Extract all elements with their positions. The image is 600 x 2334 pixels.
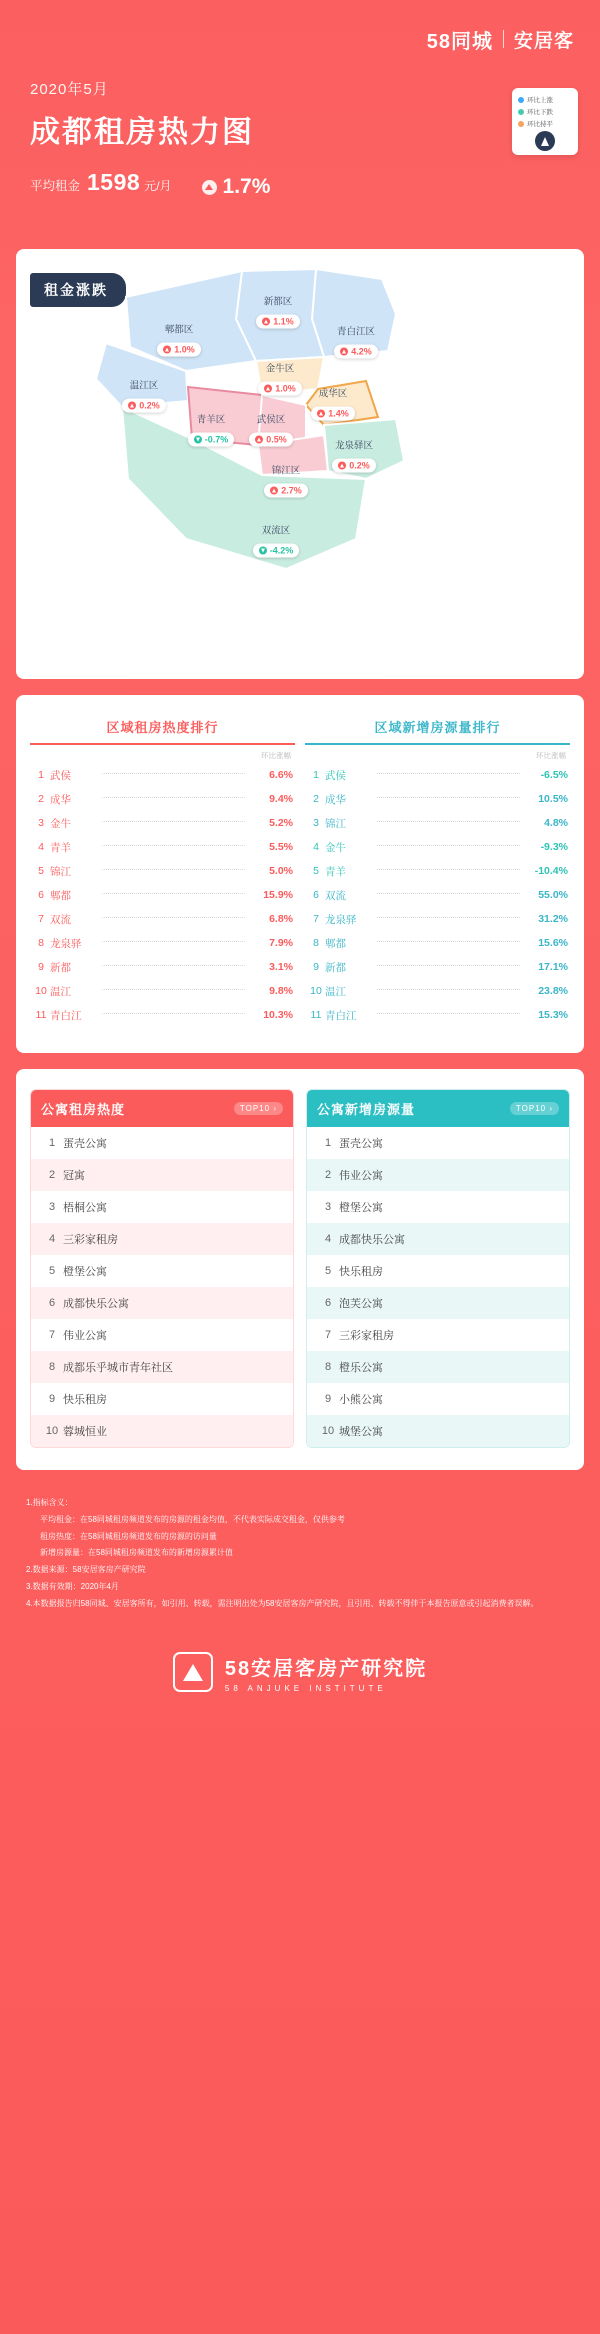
rank-dots xyxy=(377,989,520,990)
rank-region: 新都 xyxy=(50,961,71,974)
map-pin-name: 武侯区 xyxy=(256,414,286,426)
rank-dots xyxy=(102,845,245,846)
rank-dots xyxy=(377,965,520,966)
brand-anjuke-label: 安居客 xyxy=(513,30,574,52)
table-row xyxy=(305,931,570,955)
list-item xyxy=(307,1383,569,1415)
rank-value: 9.8% xyxy=(269,985,293,997)
list-item-name: 小熊公寓 xyxy=(339,1394,383,1406)
footnotes xyxy=(0,1486,600,1612)
rank-dots xyxy=(377,773,520,774)
list-item-name: 三彩家租房 xyxy=(63,1234,118,1246)
rank-dots xyxy=(102,941,245,942)
avg-rent-unit: 元/月 xyxy=(144,179,172,193)
rank-number: 6 xyxy=(38,889,44,901)
list-item xyxy=(307,1415,569,1447)
rank-value: 23.8% xyxy=(538,985,568,997)
rank-region: 郫都 xyxy=(325,937,346,950)
rank-region: 龙泉驿 xyxy=(50,937,82,950)
rank-region: 锦江 xyxy=(325,817,346,830)
rank-number: 2 xyxy=(38,793,44,805)
rank-value: 15.9% xyxy=(263,889,293,901)
table-row xyxy=(30,835,295,859)
map-pin-value: 0.2% xyxy=(332,459,376,473)
list-item xyxy=(307,1255,569,1287)
list-item-rank: 8 xyxy=(48,1361,56,1373)
rank-value: 7.9% xyxy=(269,937,293,949)
list-item xyxy=(31,1223,293,1255)
map-pin-value: 1.4% xyxy=(311,407,355,421)
list-item xyxy=(307,1127,569,1159)
list-item xyxy=(31,1159,293,1191)
list-item-rank: 1 xyxy=(48,1137,56,1149)
table-row xyxy=(30,811,295,835)
legend-up-dot-icon xyxy=(518,97,524,103)
map-pin xyxy=(254,463,318,498)
rank-value: 15.3% xyxy=(538,1009,568,1021)
list-item-name: 快乐租房 xyxy=(63,1394,107,1406)
map-pin-value: 1.0% xyxy=(258,382,302,396)
arrow-up-icon xyxy=(270,487,278,495)
rank-dots xyxy=(102,893,245,894)
rank-value: -6.5% xyxy=(540,769,568,781)
rank-value: 4.8% xyxy=(544,817,568,829)
rank-value: 15.6% xyxy=(538,937,568,949)
footer-logo xyxy=(0,1652,600,1723)
rank-dots xyxy=(377,917,520,918)
table-row xyxy=(305,763,570,787)
table-row xyxy=(305,907,570,931)
list-item-rank: 8 xyxy=(324,1361,332,1373)
rank-number: 3 xyxy=(38,817,44,829)
footer-line1: 58安居客房产研究院 xyxy=(224,1657,428,1680)
brand-bar xyxy=(0,0,600,78)
table-row xyxy=(30,907,295,931)
map-pin-value: 4.2% xyxy=(334,345,378,359)
rank-dots xyxy=(377,893,520,894)
legend-item-down xyxy=(518,107,572,116)
table-row xyxy=(30,883,295,907)
rank-value: 31.2% xyxy=(538,913,568,925)
rank-number: 5 xyxy=(38,865,44,877)
brand-logos xyxy=(427,25,574,54)
arrow-up-icon xyxy=(264,385,272,393)
rank-value: 55.0% xyxy=(538,889,568,901)
apartment-supply-col xyxy=(306,1089,570,1448)
apartment-heat-header xyxy=(31,1090,293,1127)
list-item-name: 伟业公寓 xyxy=(339,1170,383,1182)
rank-col-supply xyxy=(305,717,570,1027)
rank-number: 9 xyxy=(313,961,319,973)
rank-value: 6.6% xyxy=(269,769,293,781)
map-card xyxy=(16,249,584,679)
list-item-name: 伟业公寓 xyxy=(63,1330,107,1342)
map-pin-value: 2.7% xyxy=(264,484,308,498)
rank-value: 5.2% xyxy=(269,817,293,829)
rank-value: -9.3% xyxy=(540,841,568,853)
legend-flat-label: 环比持平 xyxy=(527,121,553,128)
map-pin xyxy=(246,294,310,329)
list-item xyxy=(31,1191,293,1223)
list-item-name: 成都快乐公寓 xyxy=(339,1234,405,1246)
arrow-up-icon xyxy=(317,410,325,418)
table-row xyxy=(305,811,570,835)
list-item-name: 成都乐乎城市青年社区 xyxy=(63,1362,173,1374)
map-pin-value: -0.7% xyxy=(188,433,235,447)
arrow-up-icon xyxy=(128,402,136,410)
avg-rent-value: 1598 xyxy=(87,169,141,195)
rank-heat-title: 区域租房热度排行 xyxy=(30,717,295,745)
rank-number: 5 xyxy=(313,865,319,877)
list-item-rank: 4 xyxy=(324,1233,332,1245)
rank-number: 7 xyxy=(38,913,44,925)
rank-number: 8 xyxy=(313,937,319,949)
rank-dots xyxy=(377,1013,520,1014)
rank-number: 4 xyxy=(313,841,319,853)
list-item-rank: 2 xyxy=(48,1169,56,1181)
list-item-name: 橙乐公寓 xyxy=(339,1362,383,1374)
rank-region: 武侯 xyxy=(325,769,346,782)
list-item-rank: 10 xyxy=(321,1425,335,1437)
list-item-rank: 6 xyxy=(324,1297,332,1309)
rank-number: 7 xyxy=(313,913,319,925)
rank-value: 6.8% xyxy=(269,913,293,925)
list-item xyxy=(307,1223,569,1255)
rank-region: 温江 xyxy=(325,985,346,998)
rank-dots xyxy=(102,917,245,918)
footnote-line: 4.本数据报告归58同城、安居客所有，如引用、转载，需注明出处为58安居客房产研究院，且引用、转载不得伴于本报告原意或引起消费者误解。 xyxy=(26,1598,539,1608)
report-date: 2020年5月 xyxy=(30,81,109,98)
rank-supply-sub: 环比涨幅 xyxy=(536,751,566,760)
rank-dots xyxy=(377,941,520,942)
list-item-rank: 7 xyxy=(324,1329,332,1341)
rank-dots xyxy=(377,821,520,822)
apartment-supply-title: 公寓新增房源量 xyxy=(317,1102,416,1117)
map-pin xyxy=(322,438,386,473)
list-item-rank: 9 xyxy=(48,1393,56,1405)
title-block xyxy=(0,78,600,199)
rank-heat-sub: 环比涨幅 xyxy=(261,751,291,760)
arrow-up-icon xyxy=(163,346,171,354)
arrow-up-icon xyxy=(338,462,346,470)
list-item-name: 橙堡公寓 xyxy=(63,1266,107,1278)
rank-value: 10.3% xyxy=(263,1009,293,1021)
avg-rent-label: 平均租金 xyxy=(30,179,81,193)
map-pin-name: 锦江区 xyxy=(271,465,301,477)
arrow-up-icon xyxy=(255,436,263,444)
legend-down-dot-icon xyxy=(518,109,524,115)
city-map xyxy=(16,249,584,649)
rank-dots xyxy=(102,989,245,990)
rank-region: 双流 xyxy=(325,889,346,902)
rank-value: 5.5% xyxy=(269,841,293,853)
rank-number: 10 xyxy=(310,985,322,997)
list-item-rank: 2 xyxy=(324,1169,332,1181)
rank-dots xyxy=(377,797,520,798)
map-pin xyxy=(324,324,388,359)
apartment-supply-badge[interactable]: TOP10 › xyxy=(510,1102,559,1115)
map-ribbon-label: 租金涨跌 xyxy=(30,273,126,307)
table-row xyxy=(30,1003,295,1027)
region-rank-card xyxy=(16,695,584,1053)
list-item xyxy=(31,1415,293,1447)
rank-value: 3.1% xyxy=(269,961,293,973)
apartment-heat-badge[interactable]: TOP10 › xyxy=(234,1102,283,1115)
list-item-name: 冠寓 xyxy=(63,1170,85,1182)
list-item-name: 梧桐公寓 xyxy=(63,1202,107,1214)
map-legend xyxy=(512,88,578,155)
rank-number: 10 xyxy=(35,985,47,997)
footnote-line: 租房热度：在58同城租房频道发布的房源的访问量 xyxy=(40,1531,217,1541)
table-row xyxy=(30,931,295,955)
headline-stats xyxy=(30,169,600,199)
apartment-heat-col xyxy=(30,1089,294,1448)
trend-up-icon xyxy=(202,180,217,195)
compass-icon xyxy=(535,131,555,151)
arrow-down-icon xyxy=(259,547,267,555)
list-item-rank: 4 xyxy=(48,1233,56,1245)
rank-region: 双流 xyxy=(50,913,71,926)
list-item-name: 快乐租房 xyxy=(339,1266,383,1278)
list-item xyxy=(307,1191,569,1223)
map-pin-name: 金牛区 xyxy=(265,363,295,375)
rank-dots xyxy=(102,965,245,966)
list-item xyxy=(31,1319,293,1351)
table-row xyxy=(305,979,570,1003)
trend-value: 1.7% xyxy=(222,175,271,198)
map-pin-name: 青白江区 xyxy=(336,326,375,338)
legend-item-flat xyxy=(518,119,572,128)
map-pin xyxy=(112,378,176,413)
table-row xyxy=(30,787,295,811)
rank-number: 9 xyxy=(38,961,44,973)
rank-value: -10.4% xyxy=(534,865,568,877)
apartment-rank-card xyxy=(16,1069,584,1470)
rank-dots xyxy=(102,773,245,774)
map-pin-value: 1.1% xyxy=(256,315,300,329)
map-pin-name: 温江区 xyxy=(129,380,159,392)
rank-region: 龙泉驿 xyxy=(325,913,357,926)
map-pin-value: 0.5% xyxy=(249,433,293,447)
rank-number: 11 xyxy=(310,1009,322,1021)
list-item-rank: 7 xyxy=(48,1329,56,1341)
arrow-down-icon xyxy=(194,436,202,444)
list-item xyxy=(307,1351,569,1383)
table-row xyxy=(30,955,295,979)
rank-number: 4 xyxy=(38,841,44,853)
list-item xyxy=(31,1287,293,1319)
rank-number: 2 xyxy=(313,793,319,805)
table-row xyxy=(305,787,570,811)
list-item xyxy=(31,1255,293,1287)
rank-dots xyxy=(377,845,520,846)
rank-dots xyxy=(102,1013,245,1014)
rank-dots xyxy=(102,869,245,870)
rank-value: 10.5% xyxy=(538,793,568,805)
table-row xyxy=(30,763,295,787)
rank-supply-title: 区域新增房源量排行 xyxy=(305,717,570,745)
table-row xyxy=(305,1003,570,1027)
map-pin-name: 新都区 xyxy=(263,296,293,308)
list-item-rank: 5 xyxy=(48,1265,56,1277)
arrow-up-icon xyxy=(262,318,270,326)
list-item-name: 橙堡公寓 xyxy=(339,1202,383,1214)
list-item-name: 蓉城恒业 xyxy=(63,1426,107,1438)
table-row xyxy=(305,955,570,979)
apartment-supply-header xyxy=(307,1090,569,1127)
rank-region: 青羊 xyxy=(325,865,346,878)
footer-line2: 58 ANJUKE INSTITUTE xyxy=(224,1683,387,1693)
list-item-name: 成都快乐公寓 xyxy=(63,1298,129,1310)
list-item-rank: 5 xyxy=(324,1265,332,1277)
brand-58-label: 58同城 xyxy=(426,30,493,53)
rank-number: 1 xyxy=(313,769,319,781)
map-pin-value: -4.2% xyxy=(253,544,300,558)
rank-region: 青羊 xyxy=(50,841,71,854)
legend-down-label: 环比下跌 xyxy=(527,109,553,116)
list-item-rank: 6 xyxy=(48,1297,56,1309)
map-pin xyxy=(244,523,308,558)
institute-logo-icon xyxy=(173,1652,213,1692)
rank-region: 新都 xyxy=(325,961,346,974)
map-pin-name: 青羊区 xyxy=(196,414,226,426)
footnote-line: 平均租金：在58同城租房频道发布的房源的租金均值，不代表实际成交租金，仅供参考 xyxy=(40,1514,345,1524)
list-item xyxy=(31,1127,293,1159)
list-item-rank: 10 xyxy=(45,1425,59,1437)
map-pin xyxy=(179,412,243,447)
rank-dots xyxy=(102,821,245,822)
rank-region: 成华 xyxy=(325,793,346,806)
map-pin-value: 0.2% xyxy=(122,399,166,413)
map-pin xyxy=(147,322,211,357)
table-row xyxy=(30,979,295,1003)
rank-region: 武侯 xyxy=(50,769,71,782)
legend-flat-dot-icon xyxy=(518,121,524,127)
rank-region: 锦江 xyxy=(50,865,71,878)
rank-number: 6 xyxy=(313,889,319,901)
table-row xyxy=(305,883,570,907)
map-pin-name: 郫都区 xyxy=(164,324,194,336)
map-pin-name: 双流区 xyxy=(261,525,291,537)
map-pin-name: 龙泉驿区 xyxy=(334,440,373,452)
table-row xyxy=(30,859,295,883)
map-pin xyxy=(301,386,365,421)
rank-col-heat xyxy=(30,717,295,1027)
rank-value: 17.1% xyxy=(538,961,568,973)
legend-up-label: 环比上涨 xyxy=(527,97,553,104)
map-pin-name: 成华区 xyxy=(318,388,348,400)
rank-number: 11 xyxy=(35,1009,47,1021)
rank-dots xyxy=(102,797,245,798)
list-item-name: 三彩家租房 xyxy=(339,1330,394,1342)
list-item xyxy=(31,1383,293,1415)
list-item-name: 蛋壳公寓 xyxy=(339,1138,383,1150)
footnote-line: 2.数据来源：58安居客房产研究院 xyxy=(26,1565,146,1575)
rank-value: 9.4% xyxy=(269,793,293,805)
map-pin xyxy=(239,412,303,447)
list-item xyxy=(307,1159,569,1191)
list-item-rank: 1 xyxy=(324,1137,332,1149)
list-item xyxy=(307,1287,569,1319)
rank-region: 金牛 xyxy=(325,841,346,854)
list-item-name: 泡芙公寓 xyxy=(339,1298,383,1310)
arrow-up-icon xyxy=(340,348,348,356)
rank-number: 3 xyxy=(313,817,319,829)
brand-divider xyxy=(503,30,504,48)
table-row xyxy=(305,835,570,859)
footnote-line: 新增房源量：在58同城租房频道发布的新增房源累计值 xyxy=(40,1548,233,1558)
rank-region: 温江 xyxy=(50,985,71,998)
rank-region: 金牛 xyxy=(50,817,71,830)
rank-number: 8 xyxy=(38,937,44,949)
list-item-rank: 9 xyxy=(324,1393,332,1405)
list-item xyxy=(307,1319,569,1351)
apartment-heat-title: 公寓租房热度 xyxy=(41,1102,126,1117)
list-item-name: 蛋壳公寓 xyxy=(63,1138,107,1150)
avg-rent-trend xyxy=(202,175,271,199)
legend-item-up xyxy=(518,95,572,104)
list-item-rank: 3 xyxy=(48,1201,56,1213)
rank-value: 5.0% xyxy=(269,865,293,877)
rank-region: 郫都 xyxy=(50,889,71,902)
list-item xyxy=(31,1351,293,1383)
footnote-line: 1.指标含义： xyxy=(26,1498,73,1507)
list-item-name: 城堡公寓 xyxy=(339,1426,383,1438)
rank-number: 1 xyxy=(38,769,44,781)
footnote-line: 3.数据有效期：2020年4月 xyxy=(26,1581,119,1591)
page-title: 成都租房热力图 xyxy=(30,116,254,149)
rank-region: 成华 xyxy=(50,793,71,806)
map-pin-value: 1.0% xyxy=(157,343,201,357)
rank-region: 青白江 xyxy=(50,1009,82,1022)
rank-dots xyxy=(377,869,520,870)
rank-region: 青白江 xyxy=(325,1009,357,1022)
list-item-rank: 3 xyxy=(324,1201,332,1213)
table-row xyxy=(305,859,570,883)
